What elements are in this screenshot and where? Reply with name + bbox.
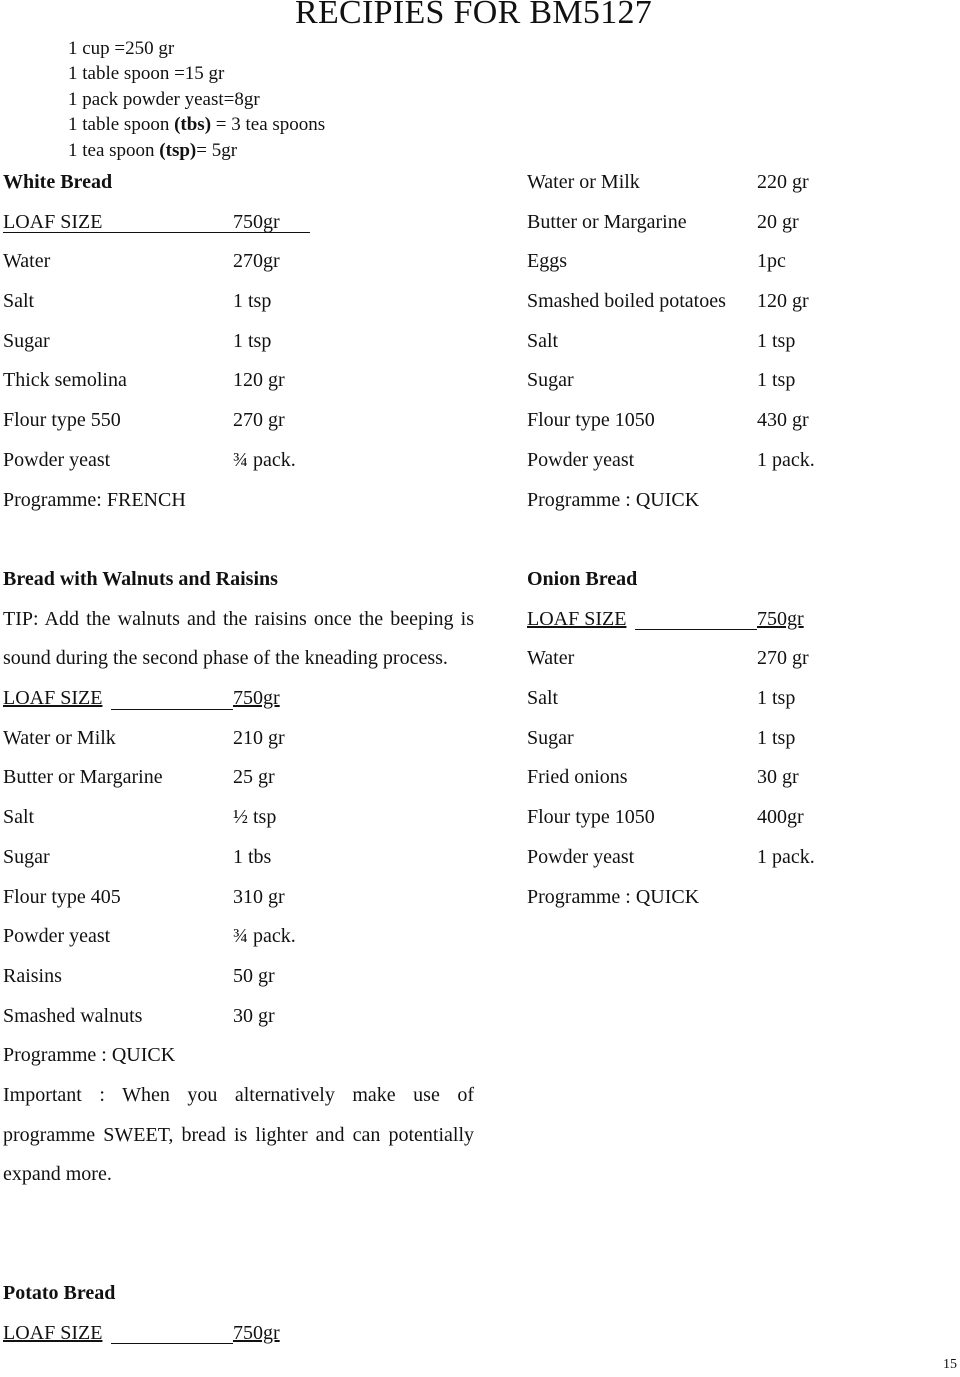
ingredient-row: Salt 1 tsp [527,687,796,710]
ingredient-row: Sugar 1 tsp [3,329,272,352]
tip-text: TIP: Add the walnuts and the raisins once the beeping is sound during the second phase of the kneading process. [3,607,474,670]
ingredient-row: Sugar 1 tsp [527,369,796,392]
ingredient-row: Smashed boiled potatoes 120 gr [527,290,809,313]
ingredient-row: Salt 1 tsp [527,329,796,352]
recipe-heading: Bread with Walnuts and Raisins [3,568,278,590]
loaf-size-value: 750gr [233,210,280,233]
loaf-size-label: LOAF SIZE [3,687,103,710]
ingredient-row: Water or Milk 220 gr [527,171,809,193]
loaf-size-row [3,203,483,243]
conversion-line: 1 tea spoon (tsp)= 5gr [68,139,238,161]
conversion-line: 1 pack powder yeast=8gr [68,88,260,110]
white-bread-recipe [3,163,483,520]
loaf-size-label: LOAF SIZE [3,1321,103,1344]
ingredient-row: Eggs 1pc [527,250,786,273]
potato-bread-recipe [3,1274,483,1353]
ingredient-row: Butter or Margarine 25 gr [3,766,275,789]
ingredient-row: Water 270 gr [527,647,809,670]
walnut-bread-recipe [3,560,474,1195]
ingredient-row: Flour type 1050 430 gr [527,409,809,432]
ingredient-row: Powder yeast ¾ pack. [3,925,296,948]
conversion-line: 1 cup =250 gr [68,38,175,59]
loaf-size-row [527,600,947,640]
ingredient-row: Powder yeast ¾ pack. [3,448,296,471]
ingredient-row: Flour type 405 310 gr [3,885,285,908]
loaf-size-label: LOAF SIZE [527,607,627,630]
ingredient-row: Salt ½ tsp [3,806,277,829]
loaf-size-value: 750gr [757,607,804,630]
loaf-size-row [3,679,474,719]
loaf-size-row [3,1314,483,1354]
loaf-size-value: 750gr [233,1321,280,1344]
programme-row: Programme : QUICK [3,1044,176,1067]
recipe-heading: Onion Bread [527,568,638,590]
conversion-line: 1 table spoon (tbs) = 3 tea spoons [68,114,326,136]
recipe-heading: Potato Bread [3,1282,116,1304]
ingredient-row: Water 270gr [3,250,280,273]
ingredient-row: Powder yeast 1 pack. [527,448,815,471]
ingredient-row: Flour type 1050 400gr [527,806,804,829]
ingredient-row: Sugar 1 tbs [3,845,272,868]
onion-bread-recipe [527,560,947,917]
ingredient-row: Butter or Margarine 20 gr [527,210,799,233]
recipe-heading: White Bread [3,171,113,193]
ingredient-row: Salt 1 tsp [3,290,272,313]
loaf-size-label: LOAF SIZE [3,210,103,233]
conversion-line: 1 table spoon =15 gr [68,63,225,85]
page-title: RECIPIES FOR BM5127 [295,0,653,31]
ingredient-row: Thick semolina 120 gr [3,369,285,392]
programme-row: Programme: FRENCH [3,488,186,511]
programme-row: Programme : QUICK [527,488,700,511]
ingredient-row: Powder yeast 1 pack. [527,845,815,868]
loaf-size-value: 750gr [233,687,280,710]
ingredient-row: Water or Milk 210 gr [3,726,285,749]
page-number: 15 [943,1357,957,1372]
programme-row: Programme : QUICK [527,885,700,908]
ingredient-row: Fried onions 30 gr [527,766,799,789]
ingredient-row: Flour type 550 270 gr [3,409,285,432]
ingredient-row: Raisins 50 gr [3,964,275,987]
ingredient-row: Sugar 1 tsp [527,726,796,749]
important-note: Important : When you alternatively make use of programme SWEET, bread is lighter and can potentially expand more. [3,1083,474,1186]
potato-bread-continued [527,163,947,520]
ingredient-row: Smashed walnuts 30 gr [3,1004,275,1027]
unit-conversions [68,36,325,163]
